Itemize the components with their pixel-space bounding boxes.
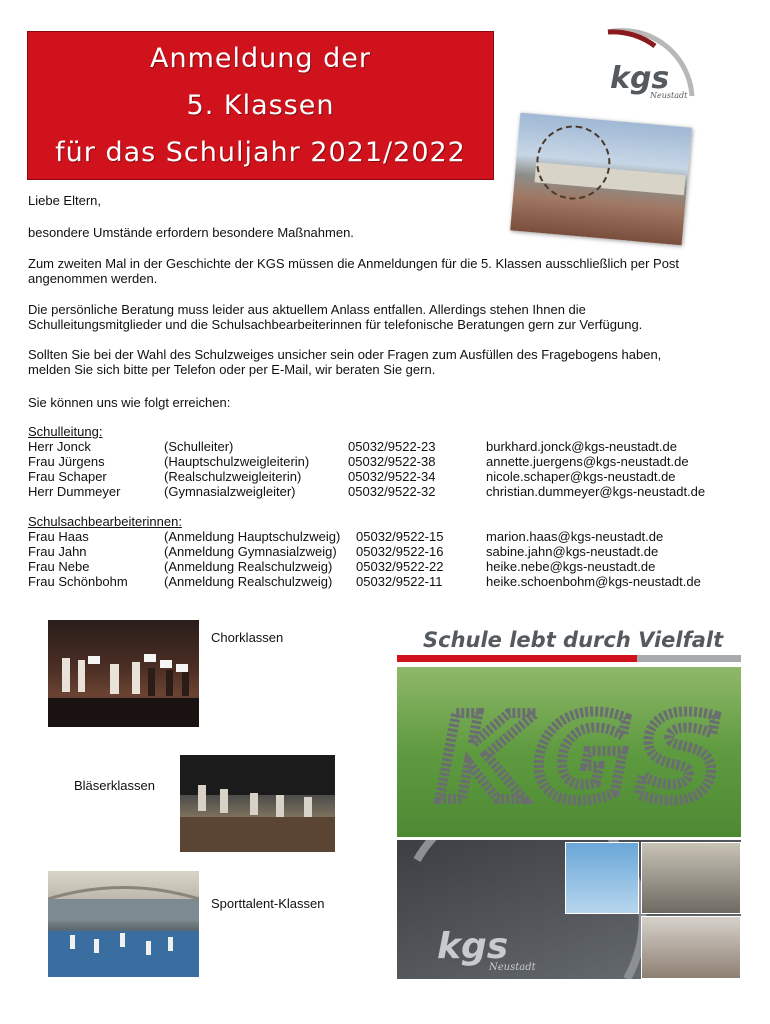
title-line-1: Anmeldung der — [150, 43, 371, 74]
paragraph-3: Die persönliche Beratung muss leider aus aktuellem Anlass entfallen. Allerdings stehen Ihnen die Schulleitungsmitglieder und die Schulsachbearbeiterinnen für telefonische Beratungen gern zur Verfügung. — [28, 302, 643, 332]
poster-photo-jump — [565, 842, 639, 914]
email-link[interactable]: burkhard.jonck@kgs-neustadt.de — [486, 439, 677, 454]
poster-field-text: KGS — [437, 689, 729, 827]
email-link[interactable]: nicole.schaper@kgs-neustadt.de — [486, 469, 676, 484]
poster-logo-mark: kgs — [437, 926, 509, 967]
sachbearbeiterinnen-heading: Schulsachbearbeiterinnen: — [28, 514, 182, 529]
poster-field-photo — [397, 667, 741, 837]
email-link[interactable]: annette.juergens@kgs-neustadt.de — [486, 454, 689, 469]
poster-lower-panel — [397, 840, 741, 979]
sporttalent-photo — [48, 871, 199, 977]
schulleitung-table: Herr Jonck (Schulleiter) 05032/9522-23 burkhard.jonck@kgs-neustadt.de Frau Jürgens (Hauptschulzweigleiterin) 05032/9522-38 annette.juergens@kgs-neustadt.de Frau Schaper (Realschulzweigleiterin) 05032/9522-34 nicole.schaper@kgs-neustadt.de Herr Dummeyer (Gymnasialzweigleiter) 05032/9522-32 christian.dummeyer@kgs-neustadt.de — [28, 439, 706, 499]
title-line-2: 5. Klassen — [186, 90, 335, 121]
email-link[interactable]: heike.nebe@kgs-neustadt.de — [486, 559, 656, 574]
chorklassen-photo — [48, 620, 199, 727]
caption-chorklassen: Chorklassen — [211, 630, 284, 645]
logo-mark: kgs — [610, 61, 670, 96]
title-banner — [27, 31, 494, 180]
poster-grey-bar — [637, 655, 741, 662]
poster-headline: Schule lebt durch Vielfalt — [423, 628, 724, 652]
email-link[interactable]: sabine.jahn@kgs-neustadt.de — [486, 544, 659, 559]
email-link[interactable]: christian.dummeyer@kgs-neustadt.de — [486, 484, 706, 499]
vielfalt-poster — [395, 618, 741, 979]
greeting: Liebe Eltern, — [28, 193, 101, 208]
paragraph-5: Sie können uns wie folgt erreichen: — [28, 395, 231, 410]
caption-sporttalent: Sporttalent-Klassen — [211, 896, 325, 911]
poster-photo-class — [641, 842, 741, 914]
school-photo — [510, 113, 692, 246]
sachbearbeiterinnen-table: Frau Haas (Anmeldung Hauptschulzweig) 05032/9522-15 marion.haas@kgs-neustadt.de Frau Jahn (Anmeldung Gymnasialzweig) 05032/9522-16 sabine.jahn@kgs-neustadt.de Frau Nebe (Anmeldung Realschulzweig) 05032/9522-22 heike.nebe@kgs-neustadt.de Frau Schönbohm (Anmeldung Realschulzweig) 05032/9522-11 heike.schoenbohm@kgs-neustadt.de — [28, 529, 701, 589]
poster-logo-sub: Neustadt — [489, 962, 536, 973]
email-link[interactable]: heike.schoenbohm@kgs-neustadt.de — [486, 574, 701, 589]
poster-photo-lab — [641, 916, 741, 979]
logo-sub: Neustadt — [650, 91, 688, 100]
paragraph-1: besondere Umstände erfordern besondere Maßnahmen. — [28, 225, 354, 240]
paragraph-2: Zum zweiten Mal in der Geschichte der KGS müssen die Anmeldungen für die 5. Klassen ausschließlich per Post angenommen werden. — [28, 256, 680, 286]
kgs-logo-icon — [600, 26, 700, 106]
blaeserklassen-photo — [180, 755, 335, 852]
title-line-3: für das Schuljahr 2021/2022 — [55, 137, 466, 168]
email-link[interactable]: marion.haas@kgs-neustadt.de — [486, 529, 664, 544]
poster-red-bar — [397, 655, 637, 662]
schulleitung-heading: Schulleitung: — [28, 424, 103, 439]
paragraph-4: Sollten Sie bei der Wahl des Schulzweiges unsicher sein oder Fragen zum Ausfüllen des Fragebogens haben, melden Sie sich bitte per Telefon oder per E-Mail, wir beraten Sie gern. — [28, 347, 662, 377]
caption-blaeserklassen: Bläserklassen — [74, 778, 155, 793]
